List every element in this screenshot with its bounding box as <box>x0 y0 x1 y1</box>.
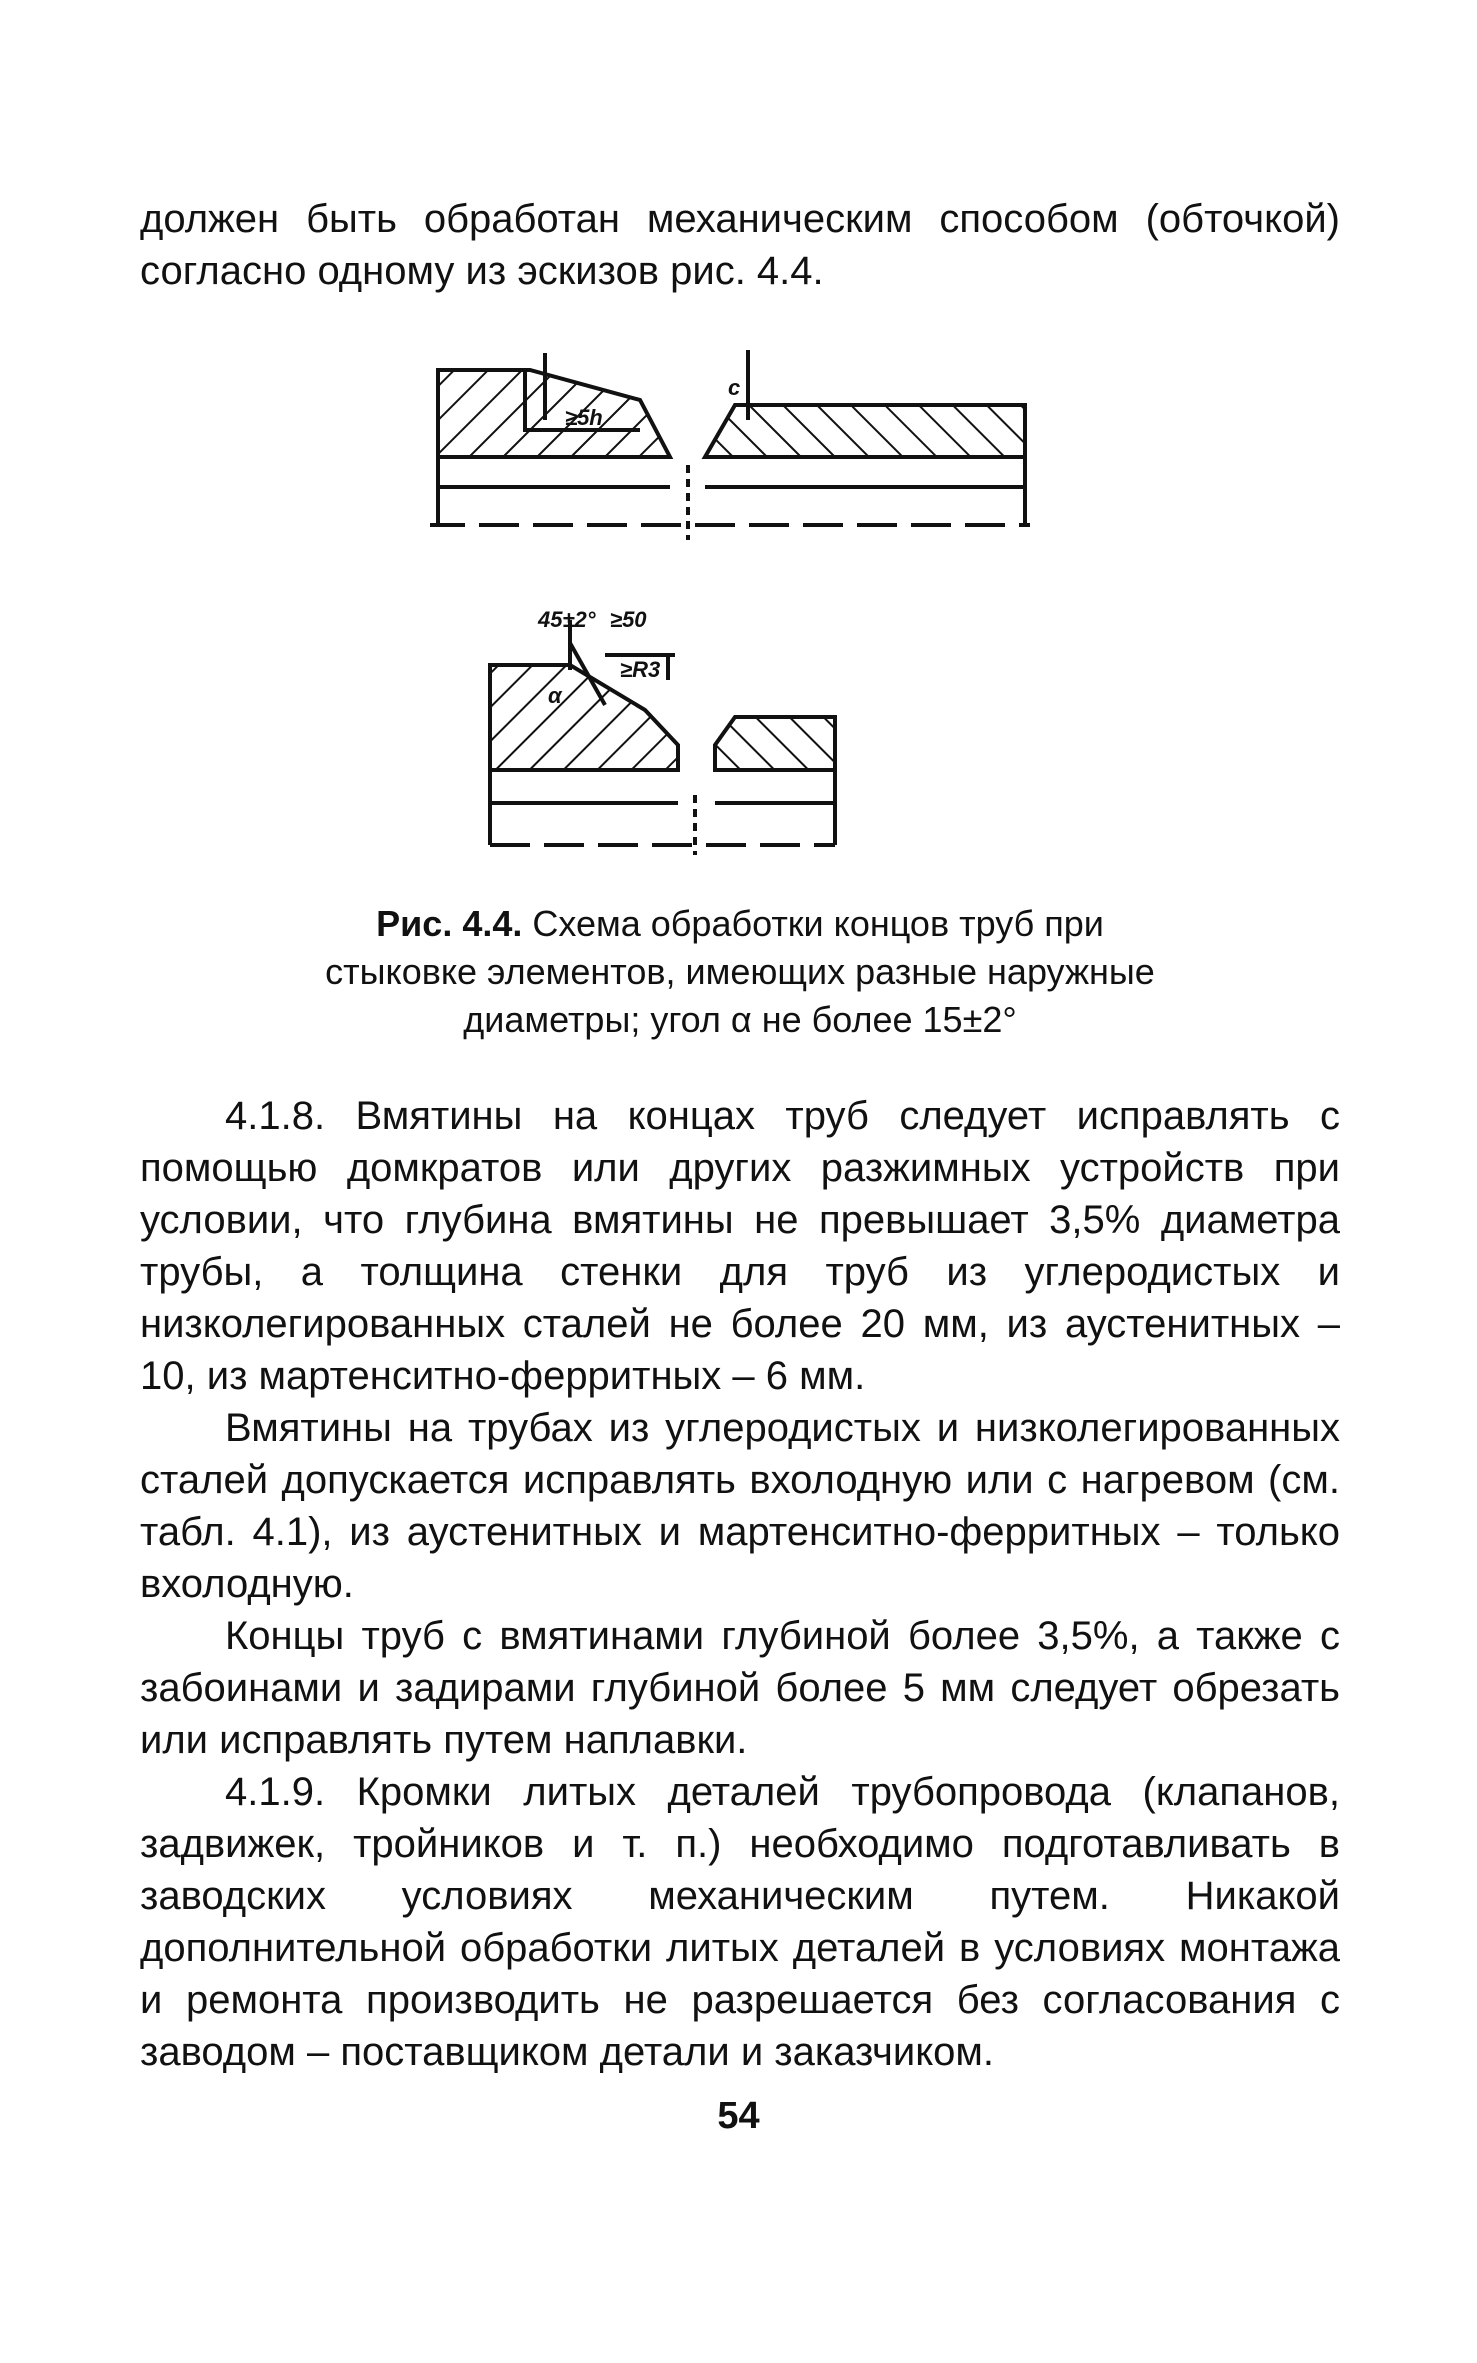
intro-text: должен быть обработан механическим способом (обточкой) согласно одному из эскизов рис. 4.4. <box>140 197 1340 293</box>
top-length-label: ≥5h <box>565 405 603 430</box>
top-c-label: c <box>728 375 741 400</box>
bottom-right-pipe-wall <box>715 717 835 770</box>
page-number: 54 <box>717 2095 760 2137</box>
caption-label: Рис. 4.4. <box>376 903 523 944</box>
intro-paragraph <box>140 193 1340 297</box>
caption-text: Схема обработки концов труб при стыковке элементов, имеющих разные наружные диаметры; угол α не более 15±2° <box>325 903 1155 1040</box>
bottom-radius-label: ≥R3 <box>620 657 661 682</box>
bottom-angle-label: 45±2° <box>538 607 596 632</box>
pipe-end-machining-diagram <box>430 325 1050 885</box>
top-left-pipe-wall <box>438 370 670 457</box>
figure-caption <box>300 900 1180 1044</box>
bottom-sketch <box>490 620 835 855</box>
top-right-pipe-wall <box>705 405 1025 457</box>
bottom-alpha-label: α <box>548 683 562 708</box>
paragraph-dents-repair: Вмятины на трубах из углеродистых и низколегированных сталей допускается исправлять вхолодную или с нагревом (см. табл. 4.1), из аустенитных и мартенситно-ферритных – только вхолодную. <box>140 1406 1340 1606</box>
paragraph-4-1-8: 4.1.8. Вмятины на концах труб следует исправлять с помощью домкратов или других разжимных устройств при условии, что глубина вмятины не превышает 3,5% диаметра трубы, а толщина стенки для труб из углеродистых и низколегированных сталей не более 20 мм, из аустенитных – 10, из мартенситно-ферритных – 6 мм. <box>140 1094 1340 1398</box>
bottom-length-label: ≥50 <box>610 607 647 632</box>
paragraph-pipe-ends: Концы труб с вмятинами глубиной более 3,5%, а также с забоинами и задирами глубиной более 5 мм следует обрезать или исправлять путем наплавки. <box>140 1614 1340 1762</box>
body-text <box>140 1090 1340 2078</box>
paragraph-4-1-9: 4.1.9. Кромки литых деталей трубопровода (клапанов, задвижек, тройников и т. п.) необходимо подготавливать в заводских условиях механическим путем. Никакой дополнительной обработки литых деталей в условиях монтажа и ремонта производить не разрешается без согласования с заводом – поставщиком детали и заказчиком. <box>140 1770 1340 2074</box>
